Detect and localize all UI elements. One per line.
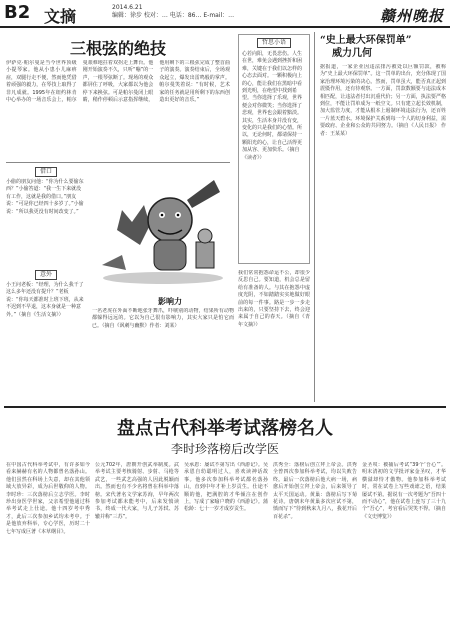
right-title-line2: 威力几何 xyxy=(332,48,372,59)
feature-col-4: 洪秀全：落榜后创立拜上帝会。洪秀全曾四次参加科举考试，均以失败告终。最后一次落榜后他大病一场，病愈后开始创立拜上帝会，后来领导了太平天国运动。黄巢：落榜后写下菊花诗。唐朝末年黄巢多次应试不第，愤而写下“待到秋来九月八，我花开后百花杀”。 xyxy=(273,462,357,520)
issue-date: 2014.6.21 xyxy=(112,4,143,11)
right-title-line1: “史上最大环保罚单” xyxy=(320,35,412,46)
left-article-body: 伊萨克·帕尔曼是当今世界顶级小提琴家。他从小患小儿麻痹症，双腿行走不便，然而他凭借着顽强的毅力，在琴技上取得了非凡成就。1995年在纽约林肯中心举办的一场音乐会上，帕尔曼艰难地拄着双拐走上舞台。他刚开始演奏不久，只听“嘣”的一声，一根琴弦断了。现场的观众都屏住了呼吸，大家都以为他会停下来换弦。可是帕尔曼闭上眼睛，稍作停顿后示意指挥继续，他用剩下的三根弦完成了整首曲子的演奏。演奏结束后，全场观众起立，爆发出雷鸣般的掌声。帕尔曼笑着说：“有时候，艺术家的任务就是用所剩下的东西创造出更好的音乐。” xyxy=(6,60,230,104)
story2-body: 小王问老板：“经理，为什么我干了这么多年还没有提升？”老板说：“你每天都准时上班下班，从来不迟到不早退，这本身就是一种意外。”（摘自《生活文摘》） xyxy=(6,282,84,318)
middle-label: 哲思小语 xyxy=(257,38,291,48)
story1-title: 借口 xyxy=(35,167,57,177)
middle-body-2: 我们常常抱怨命运不公，却很少反思自己。要知道，机会总是留给有准备的人。与其在抱怨中虚度光阴，不如踏踏实实地做好眼前的每一件事。路是一步一步走出来的，只要坚持下去，终会迎来属于自己的春天。（摘自《青年文摘》） xyxy=(238,270,310,328)
feature-col-1: 在中国古代科举考试中，有许多如今看来赫赫有名的人物都曾名落孙山。他们虽然在科场上失意，却在其他领域大放异彩，成为后世敬仰的人物。李时珍：三次落榜后立志学医。李时珍出身医学世家，父亲希望他通过科举考试走上仕途。他十四岁考中秀才，此后三次参加乡试均未考中。于是他放弃科举，专心学医，历时二十七年写成巨著《本草纲目》。 xyxy=(6,462,90,535)
comic-caption: 一名老虎在外面不断地张牙舞爪，吓唬别的动物，结果所有动物都躲得远远的。它以为自己很有影响力，其实大家只是怕它而已。（摘自《讽刺与幽默》作者：刘某） xyxy=(92,308,234,329)
issue-info xyxy=(112,4,234,20)
feature-col-2: 公元702年，唐朝开创武举制度。武举考试主要考核骑射、步射、马枪等武艺，一些武艺高强的人因此脱颖而出。然而也有不少名将曾在科举中落榜。宋代著名文学家苏洵，早年两次参加考试都未能考中，后来发愤读书，终成一代大家，与儿子苏轼、苏辙并称“三苏”。 xyxy=(95,462,179,520)
editor-line: 编辑：徐步 校对：… 电话：86… E-mail：… xyxy=(112,12,235,19)
middle-body: 心若向阳，无畏悲伤。人生在世，难免会遇到挫折和困难，关键在于我们以怎样的心态去面对。一颗积极向上的心，能让我们在黑暗中看到光明，在绝望中找到希望。当你选择了乐观，世界便会对你微笑；当你选择了悲观，世界也会跟着黯淡。其实，生活本身并没有变，变化的只是我们的心情。所以，无论何时，都请保持一颗阳光的心，让自己活得更加从容、更加快乐。（摘自《读者》） xyxy=(242,51,303,161)
masthead xyxy=(0,0,450,28)
left-article-title: 三根弦的绝技 xyxy=(69,39,166,58)
feature-col-3: 吴承恩：屡试不第写出《西游记》。吴承恩自幼聪明过人，喜欢读神话故事。他多次参加科举考试都名落孙山，直到中年才补上岁贡生。仕途不顺的他，把满腔的才华倾注在创作上，写成了家喻户晓的《西游记》。蒲松龄：七十一岁才成岁贡生。 xyxy=(184,462,268,513)
comic-illustration xyxy=(92,170,234,288)
story2-title: 意外 xyxy=(35,270,57,280)
paper-name: 赣州晚报 xyxy=(379,7,444,25)
right-article-body: 据报道，一家企业因违法排污被处以巨额罚款，被称为“史上最大环保罚单”。这一罚单的出台，充分体现了国家治理环境污染的决心。然而，罚单虽大，能否真正起到震慑作用，还有待观察。一方面，罚款数额要与违法成本相匹配，让违法者付出沉重代价；另一方面，执法要严格到位，不能让罚单成为一纸空文。只有建立起长效机制，加大监管力度，才能从根本上遏制环境违法行为，还百姓一片蓝天碧水。环境保护关系到每一个人的切身利益，需要政府、企业和公众的共同努力。（摘自《人民日报》 作者：王某某） xyxy=(320,64,446,137)
comic-drawing xyxy=(92,170,234,288)
left-article-title-wrap xyxy=(6,36,230,59)
story1-body: 小偷的朋友问他：“你为什么要偷东西？”小偷答道：“我一生下来就没有工作，这就是我的借口。”朋友说：“可是你已经四十多岁了。”小偷说：“所以我更没有时间改变了。” xyxy=(6,179,84,215)
middle-box xyxy=(238,34,310,264)
sidebar-story-2 xyxy=(6,270,86,400)
section-code: B2 xyxy=(4,2,31,23)
section-name: 文摘 xyxy=(44,7,77,26)
right-article-title xyxy=(320,34,448,60)
feature-headline: 盘点古代科举考试落榜名人 xyxy=(117,418,333,439)
feature-col-5: 金圣叹：被捕后考试“39个‘吾心’”。明末清初的文学批评家金圣叹，才华横溢却恃才傲物。他参加科举考试时，常在试卷上写些戏谑之语，结果屡试不第。据说有一次考题为“吾四十而不动心”，他在试卷上连写了三十九个“吾心”，考官看后哭笑不得。（摘自《文史博览》） xyxy=(362,462,446,520)
feature-subhead: 李时珍落榜后改学医 xyxy=(170,442,279,456)
divider xyxy=(6,162,230,163)
comic-title: 影响力 xyxy=(158,296,182,306)
sidebar-story-1 xyxy=(6,167,86,267)
column-divider xyxy=(314,32,315,402)
